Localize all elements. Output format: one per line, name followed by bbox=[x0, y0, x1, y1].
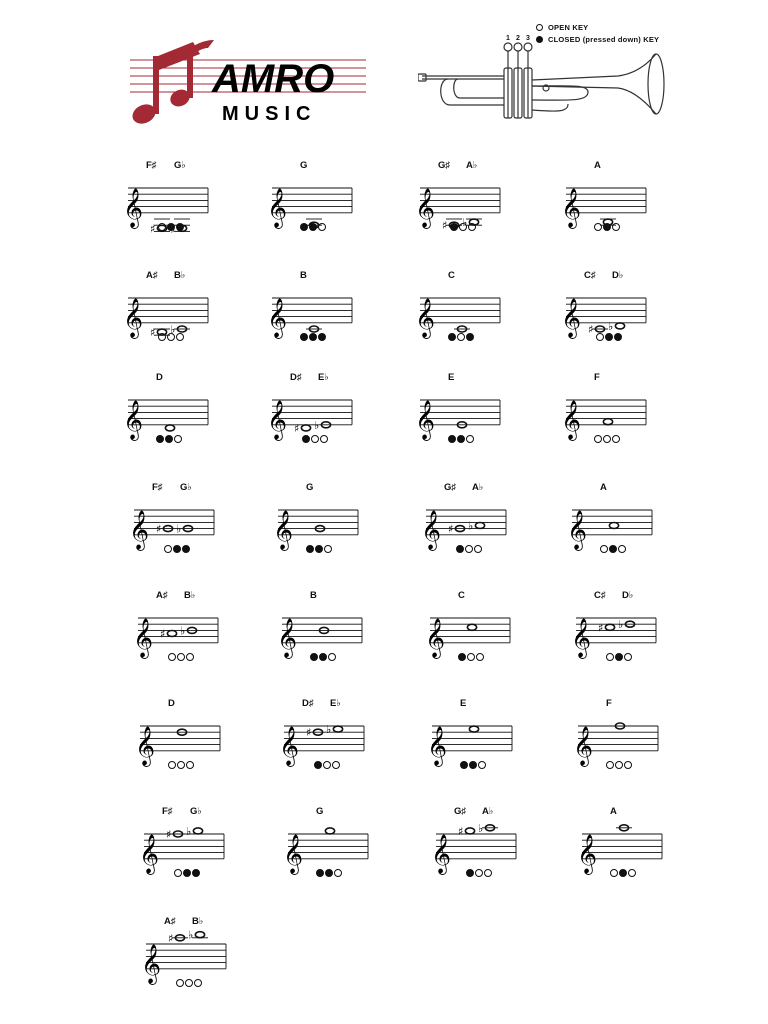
open-valve-icon bbox=[596, 333, 604, 341]
treble-clef-icon: 𝄞 bbox=[135, 725, 156, 766]
fingering-chart bbox=[262, 372, 362, 472]
treble-clef-icon: 𝄞 bbox=[573, 725, 594, 766]
valve-number-2: 2 bbox=[516, 35, 520, 42]
whole-note bbox=[603, 419, 612, 425]
open-valve-icon bbox=[177, 761, 185, 769]
legend-closed-label: CLOSED (pressed down) KEY bbox=[548, 34, 660, 44]
sharp-icon: ♯ bbox=[150, 326, 156, 340]
treble-clef-icon: 𝄞 bbox=[279, 725, 300, 766]
closed-valve-icon bbox=[460, 761, 468, 769]
open-valve-icon bbox=[158, 223, 166, 231]
treble-clef-icon: 𝄞 bbox=[421, 509, 442, 550]
note-name: D♭ bbox=[612, 270, 624, 281]
closed-valve-icon bbox=[448, 333, 456, 341]
open-valve-icon bbox=[320, 435, 328, 443]
open-valve-icon bbox=[475, 869, 483, 877]
valve-fingering bbox=[300, 333, 326, 345]
treble-clef-icon: 𝄞 bbox=[139, 833, 160, 874]
treble-clef-icon: 𝄞 bbox=[129, 509, 150, 550]
valve-fingering bbox=[594, 223, 620, 235]
open-valve-icon bbox=[467, 653, 475, 661]
valve-fingering bbox=[610, 869, 636, 881]
fingering-chart bbox=[274, 698, 374, 798]
fingering-chart bbox=[118, 160, 218, 260]
open-valve-icon bbox=[185, 979, 193, 987]
valve-fingering bbox=[310, 653, 336, 665]
fingering-chart bbox=[262, 270, 362, 370]
valve-fingering bbox=[156, 435, 182, 447]
note-name: B♭ bbox=[174, 270, 186, 281]
fingering-chart bbox=[272, 590, 372, 690]
note-name: A bbox=[610, 806, 617, 817]
closed-valve-icon bbox=[456, 545, 464, 553]
treble-clef-icon: 𝄞 bbox=[277, 617, 298, 658]
open-valve-icon bbox=[311, 435, 319, 443]
legend-open-label: OPEN KEY bbox=[548, 22, 589, 32]
flat-icon: ♭ bbox=[180, 624, 186, 638]
fingering-chart bbox=[268, 482, 368, 582]
treble-clef-icon: 𝄞 bbox=[141, 943, 162, 984]
flat-icon: ♭ bbox=[618, 618, 624, 632]
valve-fingering bbox=[168, 653, 194, 665]
note-name: G bbox=[306, 482, 314, 493]
fingering-chart bbox=[422, 698, 522, 798]
open-valve-icon bbox=[594, 435, 602, 443]
fingering-chart bbox=[262, 160, 362, 260]
note-name: B bbox=[300, 270, 307, 281]
closed-valve-icon bbox=[300, 223, 308, 231]
fingering-chart bbox=[410, 160, 510, 260]
note-name: D bbox=[156, 372, 163, 383]
trumpet-icon bbox=[418, 30, 668, 130]
fingering-chart bbox=[556, 372, 656, 472]
open-valve-icon bbox=[600, 545, 608, 553]
note-name: C♯ bbox=[594, 590, 606, 601]
open-valve-icon bbox=[466, 435, 474, 443]
open-valve-icon bbox=[176, 333, 184, 341]
fingering-chart bbox=[556, 270, 656, 370]
flat-icon: ♭ bbox=[462, 216, 468, 230]
closed-valve-icon bbox=[182, 545, 190, 553]
open-valve-icon bbox=[332, 761, 340, 769]
valve-fingering bbox=[316, 869, 342, 881]
trumpet-illustration bbox=[418, 30, 668, 130]
note-name: G♭ bbox=[180, 482, 192, 493]
closed-valve-icon bbox=[156, 435, 164, 443]
valve-number-3: 3 bbox=[526, 35, 530, 42]
closed-valve-icon bbox=[466, 869, 474, 877]
treble-clef-icon: 𝄞 bbox=[283, 833, 304, 874]
closed-valve-icon bbox=[165, 435, 173, 443]
closed-valve-icon bbox=[315, 545, 323, 553]
closed-valve-icon bbox=[318, 333, 326, 341]
music-note-logo-icon bbox=[128, 36, 368, 128]
sharp-icon: ♯ bbox=[448, 522, 454, 536]
flat-icon: ♭ bbox=[170, 323, 176, 336]
valve-fingering bbox=[456, 545, 482, 557]
note-name: G bbox=[300, 160, 308, 171]
treble-clef-icon: 𝄞 bbox=[123, 187, 144, 228]
fingering-chart bbox=[566, 590, 666, 690]
note-name: B bbox=[310, 590, 317, 601]
flat-icon: ♭ bbox=[176, 522, 182, 536]
valve-fingering bbox=[460, 761, 486, 773]
open-valve-icon bbox=[478, 761, 486, 769]
open-valve-icon bbox=[465, 545, 473, 553]
closed-valve-icon bbox=[448, 435, 456, 443]
whole-note bbox=[615, 323, 624, 329]
valve-fingering bbox=[606, 761, 632, 773]
note-name: G♭ bbox=[174, 160, 186, 171]
valve-fingering bbox=[168, 761, 194, 773]
note-name: F bbox=[594, 372, 600, 383]
treble-clef-icon: 𝄞 bbox=[577, 833, 598, 874]
treble-clef-icon: 𝄞 bbox=[133, 617, 154, 658]
valve-number-1: 1 bbox=[506, 35, 510, 42]
fingering-chart bbox=[568, 698, 668, 798]
fingering-chart bbox=[278, 806, 378, 906]
note-name: A bbox=[600, 482, 607, 493]
closed-valve-icon bbox=[458, 653, 466, 661]
fingering-chart bbox=[416, 482, 516, 582]
closed-valve-icon bbox=[192, 869, 200, 877]
treble-clef-icon: 𝄞 bbox=[415, 399, 436, 440]
closed-valve-icon bbox=[457, 435, 465, 443]
open-valve-icon bbox=[484, 869, 492, 877]
sharp-icon: ♯ bbox=[150, 222, 156, 236]
open-valve-icon bbox=[628, 869, 636, 877]
closed-valve-icon bbox=[300, 333, 308, 341]
fingering-chart bbox=[562, 482, 662, 582]
amro-music-logo bbox=[128, 36, 368, 128]
valve-fingering bbox=[174, 869, 200, 881]
treble-clef-icon: 𝄞 bbox=[425, 617, 446, 658]
open-valve-icon bbox=[457, 333, 465, 341]
valve-fingering bbox=[158, 223, 184, 235]
valve-fingering bbox=[176, 979, 202, 991]
closed-valve-icon bbox=[605, 333, 613, 341]
open-valve-icon bbox=[606, 653, 614, 661]
closed-valve-icon bbox=[319, 653, 327, 661]
brand-name: AMRO bbox=[212, 57, 335, 101]
closed-valve-icon bbox=[316, 869, 324, 877]
fingering-chart bbox=[410, 372, 510, 472]
treble-clef-icon: 𝄞 bbox=[123, 399, 144, 440]
note-name: E bbox=[448, 372, 455, 383]
open-valve-icon bbox=[615, 761, 623, 769]
whole-note bbox=[475, 523, 484, 529]
fingering-chart bbox=[118, 270, 218, 370]
open-valve-icon bbox=[476, 653, 484, 661]
sharp-icon: ♯ bbox=[458, 824, 464, 838]
note-name: D♭ bbox=[622, 590, 634, 601]
treble-clef-icon: 𝄞 bbox=[267, 399, 288, 440]
closed-valve-icon bbox=[310, 653, 318, 661]
fingering-chart bbox=[124, 482, 224, 582]
open-valve-icon bbox=[594, 223, 602, 231]
valve-fingering bbox=[458, 653, 484, 665]
open-valve-icon bbox=[618, 545, 626, 553]
treble-clef-icon: 𝄞 bbox=[123, 297, 144, 338]
note-name: F♯ bbox=[162, 806, 173, 817]
note-name: B♭ bbox=[184, 590, 196, 601]
fingering-chart bbox=[420, 590, 520, 690]
open-valve-icon bbox=[603, 435, 611, 443]
treble-clef-icon: 𝄞 bbox=[431, 833, 452, 874]
fingering-chart bbox=[136, 916, 236, 1016]
treble-clef-icon: 𝄞 bbox=[415, 187, 436, 228]
sharp-icon: ♯ bbox=[294, 421, 300, 435]
note-name: D♯ bbox=[302, 698, 314, 709]
note-name: G♭ bbox=[190, 806, 202, 817]
open-valve-icon bbox=[174, 435, 182, 443]
whole-note bbox=[193, 828, 202, 834]
treble-clef-icon: 𝄞 bbox=[415, 297, 436, 338]
open-valve-icon bbox=[318, 223, 326, 231]
note-name: G♯ bbox=[438, 160, 451, 171]
closed-valve-icon bbox=[183, 869, 191, 877]
valve-fingering bbox=[596, 333, 622, 345]
note-name: E♭ bbox=[330, 698, 341, 709]
note-name: E bbox=[460, 698, 467, 709]
valve-fingering bbox=[466, 869, 492, 881]
treble-clef-icon: 𝄞 bbox=[561, 297, 582, 338]
note-name: B♭ bbox=[192, 916, 204, 927]
closed-valve-icon bbox=[176, 223, 184, 231]
closed-valve-icon bbox=[314, 761, 322, 769]
treble-clef-icon: 𝄞 bbox=[267, 187, 288, 228]
closed-valve-icon bbox=[603, 223, 611, 231]
open-valve-icon bbox=[612, 223, 620, 231]
open-valve-icon bbox=[612, 435, 620, 443]
note-name: A♭ bbox=[482, 806, 494, 817]
fingering-chart bbox=[572, 806, 672, 906]
whole-note bbox=[609, 523, 618, 529]
sharp-icon: ♯ bbox=[166, 828, 172, 841]
closed-valve-icon bbox=[173, 545, 181, 553]
closed-valve-icon bbox=[309, 333, 317, 341]
flat-icon: ♭ bbox=[608, 319, 614, 333]
closed-valve-icon bbox=[302, 435, 310, 443]
flat-icon: ♭ bbox=[314, 418, 320, 432]
sharp-icon: ♯ bbox=[160, 627, 166, 641]
valve-fingering bbox=[606, 653, 632, 665]
note-name: C♯ bbox=[584, 270, 596, 281]
treble-clef-icon: 𝄞 bbox=[273, 509, 294, 550]
sharp-icon: ♯ bbox=[442, 219, 448, 233]
open-valve-icon bbox=[186, 653, 194, 661]
note-name: A♭ bbox=[472, 482, 484, 493]
note-name: F♯ bbox=[146, 160, 157, 171]
closed-valve-icon bbox=[325, 869, 333, 877]
fingering-chart bbox=[128, 590, 228, 690]
open-valve-icon bbox=[174, 869, 182, 877]
whole-note bbox=[467, 624, 476, 630]
open-valve-icon bbox=[164, 545, 172, 553]
valve-fingering bbox=[448, 333, 474, 345]
valve-fingering bbox=[450, 223, 476, 235]
closed-valve-icon bbox=[609, 545, 617, 553]
sharp-icon: ♯ bbox=[168, 931, 174, 945]
valve-fingering bbox=[314, 761, 340, 773]
sharp-icon: ♯ bbox=[598, 621, 604, 635]
note-name: D bbox=[168, 698, 175, 709]
fingering-chart bbox=[118, 372, 218, 472]
open-valve-icon bbox=[167, 333, 175, 341]
open-valve-icon bbox=[459, 223, 467, 231]
brand-sub: MUSIC bbox=[222, 103, 317, 125]
whole-note bbox=[325, 828, 334, 834]
open-valve-icon bbox=[323, 761, 331, 769]
note-name: A♭ bbox=[466, 160, 478, 171]
flat-icon: ♭ bbox=[188, 928, 194, 942]
sharp-icon: ♯ bbox=[156, 522, 162, 536]
note-name: G♯ bbox=[444, 482, 457, 493]
closed-valve-icon bbox=[167, 223, 175, 231]
valve-fingering bbox=[306, 545, 332, 557]
whole-note bbox=[333, 726, 342, 732]
treble-clef-icon: 𝄞 bbox=[427, 725, 448, 766]
open-valve-icon bbox=[158, 333, 166, 341]
flat-icon: ♭ bbox=[186, 824, 192, 838]
treble-clef-icon: 𝄞 bbox=[567, 509, 588, 550]
note-name: D♯ bbox=[290, 372, 302, 383]
flat-icon: ♭ bbox=[468, 519, 474, 533]
open-valve-icon bbox=[606, 761, 614, 769]
open-valve-icon bbox=[168, 761, 176, 769]
open-valve-icon bbox=[324, 545, 332, 553]
valve-fingering bbox=[300, 223, 326, 235]
whole-note bbox=[167, 631, 176, 637]
valve-fingering bbox=[164, 545, 190, 557]
valve-fingering bbox=[594, 435, 620, 447]
note-name: F♯ bbox=[152, 482, 163, 493]
note-name: C bbox=[448, 270, 455, 281]
fingering-chart bbox=[130, 698, 230, 798]
open-valve-icon bbox=[624, 653, 632, 661]
open-valve-icon bbox=[176, 979, 184, 987]
valve-fingering bbox=[158, 333, 184, 345]
flat-icon: ♭ bbox=[326, 723, 332, 737]
fingering-chart bbox=[410, 270, 510, 370]
closed-valve-icon bbox=[450, 223, 458, 231]
treble-clef-icon: 𝄞 bbox=[561, 187, 582, 228]
valve-fingering bbox=[302, 435, 328, 447]
whole-note bbox=[301, 425, 310, 431]
open-valve-icon bbox=[168, 653, 176, 661]
open-valve-icon bbox=[177, 653, 185, 661]
treble-clef-icon: 𝄞 bbox=[571, 617, 592, 658]
note-name: A♯ bbox=[146, 270, 158, 281]
note-name: A bbox=[594, 160, 601, 171]
whole-note bbox=[195, 932, 204, 938]
treble-clef-icon: 𝄞 bbox=[561, 399, 582, 440]
treble-clef-icon: 𝄞 bbox=[267, 297, 288, 338]
note-name: F bbox=[606, 698, 612, 709]
open-valve-icon bbox=[334, 869, 342, 877]
fingering-chart bbox=[134, 806, 234, 906]
note-name: E♭ bbox=[318, 372, 329, 383]
open-valve-icon bbox=[610, 869, 618, 877]
closed-valve-icon bbox=[306, 545, 314, 553]
closed-valve-icon bbox=[615, 653, 623, 661]
valve-fingering bbox=[600, 545, 626, 557]
open-valve-icon bbox=[474, 545, 482, 553]
closed-valve-icon bbox=[309, 223, 317, 231]
sharp-icon: ♯ bbox=[588, 323, 594, 336]
fingering-chart bbox=[556, 160, 656, 260]
open-valve-icon bbox=[624, 761, 632, 769]
whole-note bbox=[469, 726, 478, 732]
closed-valve-icon bbox=[614, 333, 622, 341]
whole-note bbox=[465, 828, 474, 834]
sharp-icon: ♯ bbox=[306, 726, 312, 740]
note-name: A♯ bbox=[156, 590, 168, 601]
closed-valve-icon bbox=[466, 333, 474, 341]
fingering-chart bbox=[426, 806, 526, 906]
whole-note bbox=[165, 425, 174, 431]
open-valve-icon bbox=[468, 223, 476, 231]
note-name: G♯ bbox=[454, 806, 467, 817]
open-valve-icon bbox=[328, 653, 336, 661]
closed-valve-icon bbox=[619, 869, 627, 877]
whole-note bbox=[605, 624, 614, 630]
note-name: C bbox=[458, 590, 465, 601]
note-name: A♯ bbox=[164, 916, 176, 927]
note-name: G bbox=[316, 806, 324, 817]
closed-valve-icon bbox=[469, 761, 477, 769]
open-valve-icon bbox=[194, 979, 202, 987]
valve-fingering bbox=[448, 435, 474, 447]
flat-icon: ♭ bbox=[478, 821, 484, 835]
open-valve-icon bbox=[186, 761, 194, 769]
